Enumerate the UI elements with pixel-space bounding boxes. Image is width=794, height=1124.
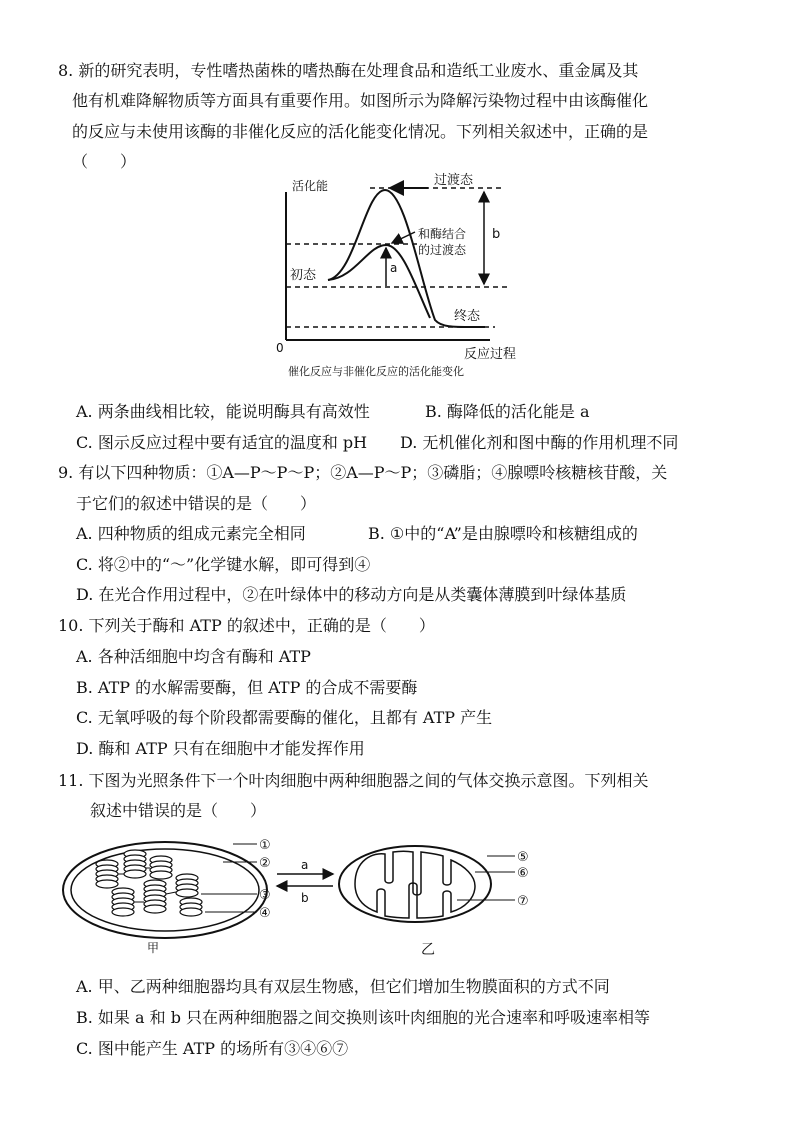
label-n4: ④	[259, 906, 271, 921]
label-n5: ⑤	[517, 850, 529, 865]
q8-stem-line-1: 8. 新的研究表明，专性嗜热菌株的嗜热酶在处理食品和造纸工业废水、重金属及其	[58, 61, 639, 80]
q9-stem-line-2: 于它们的叙述中错误的是（ ）	[76, 494, 317, 513]
q9-option-a: A. 四种物质的组成元素完全相同	[76, 524, 306, 543]
arrow-a-label: a	[301, 858, 309, 872]
q10-stem: 10. 下列关于酶和 ATP 的叙述中，正确的是（ ）	[58, 616, 435, 635]
label-n3: ③	[259, 888, 271, 903]
q11-stem-line-2: 叙述中错误的是（ ）	[90, 801, 267, 820]
label-a: a	[390, 261, 398, 275]
organelle-exchange-diagram	[55, 832, 555, 960]
mitochondrion-label: 乙	[421, 942, 435, 958]
q10-option-c: C. 无氧呼吸的每个阶段都需要酶的催化，且都有 ATP 产生	[76, 708, 493, 727]
q8-option-d: D. 无机催化剂和图中酶的作用机理不同	[400, 433, 679, 452]
label-b: b	[492, 227, 501, 242]
q11-stem-line-1: 11. 下图为光照条件下一个叶肉细胞中两种细胞器之间的气体交换示意图。下列相关	[58, 771, 649, 790]
q9-stem-line-1: 9. 有以下四种物质：①A—P～P～P；②A—P～P；③磷脂；④腺嘌呤核糖核苷酸，关	[58, 463, 668, 482]
q9-option-d: D. 在光合作用过程中，②在叶绿体中的移动方向是从类囊体薄膜到叶绿体基质	[76, 585, 627, 604]
enzyme-transition-label-1: 和酶结合	[418, 227, 467, 241]
grana-stacks	[96, 850, 202, 916]
label-n7: ⑦	[517, 894, 529, 909]
q11-option-c: C. 图中能产生 ATP 的场所有③④⑥⑦	[76, 1039, 349, 1058]
q8-option-b: B. 酶降低的活化能是 a	[425, 402, 590, 421]
q10-option-b: B. ATP 的水解需要酶，但 ATP 的合成不需要酶	[76, 678, 418, 697]
q11-option-b: B. 如果 a 和 b 只在两种细胞器之间交换则该叶肉细胞的光合速率和呼吸速率相等	[76, 1008, 651, 1027]
activation-energy-diagram	[270, 170, 540, 385]
arrow-b-label: b	[301, 891, 309, 905]
q9-option-c: C. 将②中的“～”化学键水解，即可得到④	[76, 555, 371, 574]
q8-stem-line-3: 的反应与未使用该酶的非催化反应的活化能变化情况。下列相关叙述中，正确的是	[72, 122, 649, 141]
q8-stem-line-2: 他有机难降解物质等方面具有重要作用。如图所示为降解污染物过程中由该酶催化	[72, 91, 649, 110]
q10-option-a: A. 各种活细胞中均含有酶和 ATP	[76, 647, 311, 666]
q11-option-a: A. 甲、乙两种细胞器均具有双层生物感，但它们增加生物膜面积的方式不同	[76, 977, 610, 996]
q8-option-c: C. 图示反应过程中要有适宜的温度和 pH	[76, 433, 368, 452]
q8-option-a: A. 两条曲线相比较，能说明酶具有高效性	[76, 402, 370, 421]
label-n2: ②	[259, 856, 271, 871]
label-n6: ⑥	[517, 866, 529, 881]
q8-answer-blank: （ ）	[72, 152, 137, 171]
label-n1: ①	[259, 838, 271, 853]
diagram-caption: 催化反应与非催化反应的活化能变化	[288, 365, 464, 378]
q10-option-d: D. 酶和 ATP 只有在细胞中才能发挥作用	[76, 739, 365, 758]
origin-label: 0	[276, 341, 284, 355]
q9-option-b: B. ①中的“A”是由腺嘌呤和核糖组成的	[368, 524, 638, 543]
transition-state-label: 过渡态	[434, 173, 474, 188]
x-axis-label: 反应过程	[464, 347, 517, 362]
mitochondrion-inner-membrane	[355, 851, 475, 918]
y-axis-label: 活化能	[292, 179, 329, 193]
catalyzed-curve	[328, 245, 430, 318]
final-state-label: 终态	[454, 309, 481, 324]
initial-state-label: 初态	[290, 268, 317, 283]
uncatalyzed-curve	[328, 190, 485, 327]
enzyme-transition-label-2: 的过渡态	[418, 243, 467, 257]
chloroplast-label: 甲	[147, 941, 160, 955]
